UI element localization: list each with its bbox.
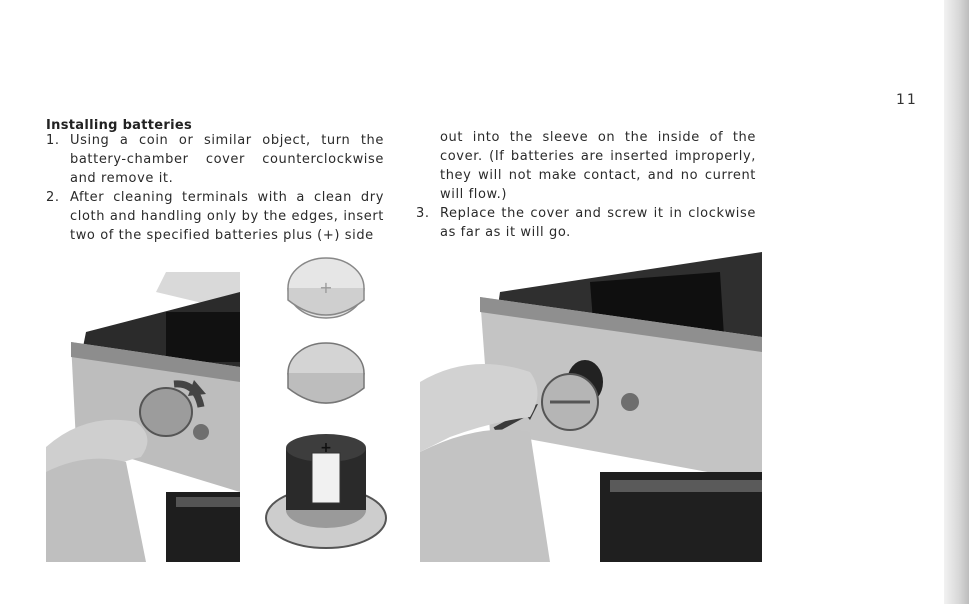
step-text: Replace the cover and screw it in clockwise as far as it will go. bbox=[440, 206, 756, 240]
step-text: Using a coin or similar object, turn the battery-chamber cover counterclockwise and remove it. bbox=[70, 133, 384, 186]
step-item-1 bbox=[46, 131, 384, 188]
section-heading: Installing batteries bbox=[46, 118, 193, 133]
photo-batteries-and-cover bbox=[264, 248, 394, 564]
photo-remove-cover bbox=[46, 272, 240, 562]
step-item-3 bbox=[416, 204, 756, 242]
step-item-2 bbox=[46, 188, 384, 245]
right-text-column bbox=[416, 128, 756, 242]
battery-icon bbox=[288, 258, 364, 318]
battery-icon bbox=[288, 343, 364, 403]
left-text-column bbox=[46, 131, 384, 245]
step-text: After cleaning terminals with a clean dry cloth and handling only by the edges, insert two of the specified batteries plus (+) side bbox=[70, 190, 384, 243]
step-number: 2. bbox=[46, 190, 60, 205]
cover-plus-sign: + bbox=[320, 440, 332, 456]
step-number: 1. bbox=[46, 133, 60, 148]
photo-replace-cover bbox=[420, 252, 762, 562]
step-number: 3. bbox=[416, 206, 430, 221]
svg-text:+: + bbox=[319, 278, 333, 297]
page-edge-shadow bbox=[944, 0, 969, 604]
page-number: 11 bbox=[896, 92, 918, 108]
step-continuation-text: out into the sleeve on the inside of the cover. (If batteries are inserted improperly, they will not make contact, and no current will flow.) bbox=[440, 130, 756, 202]
